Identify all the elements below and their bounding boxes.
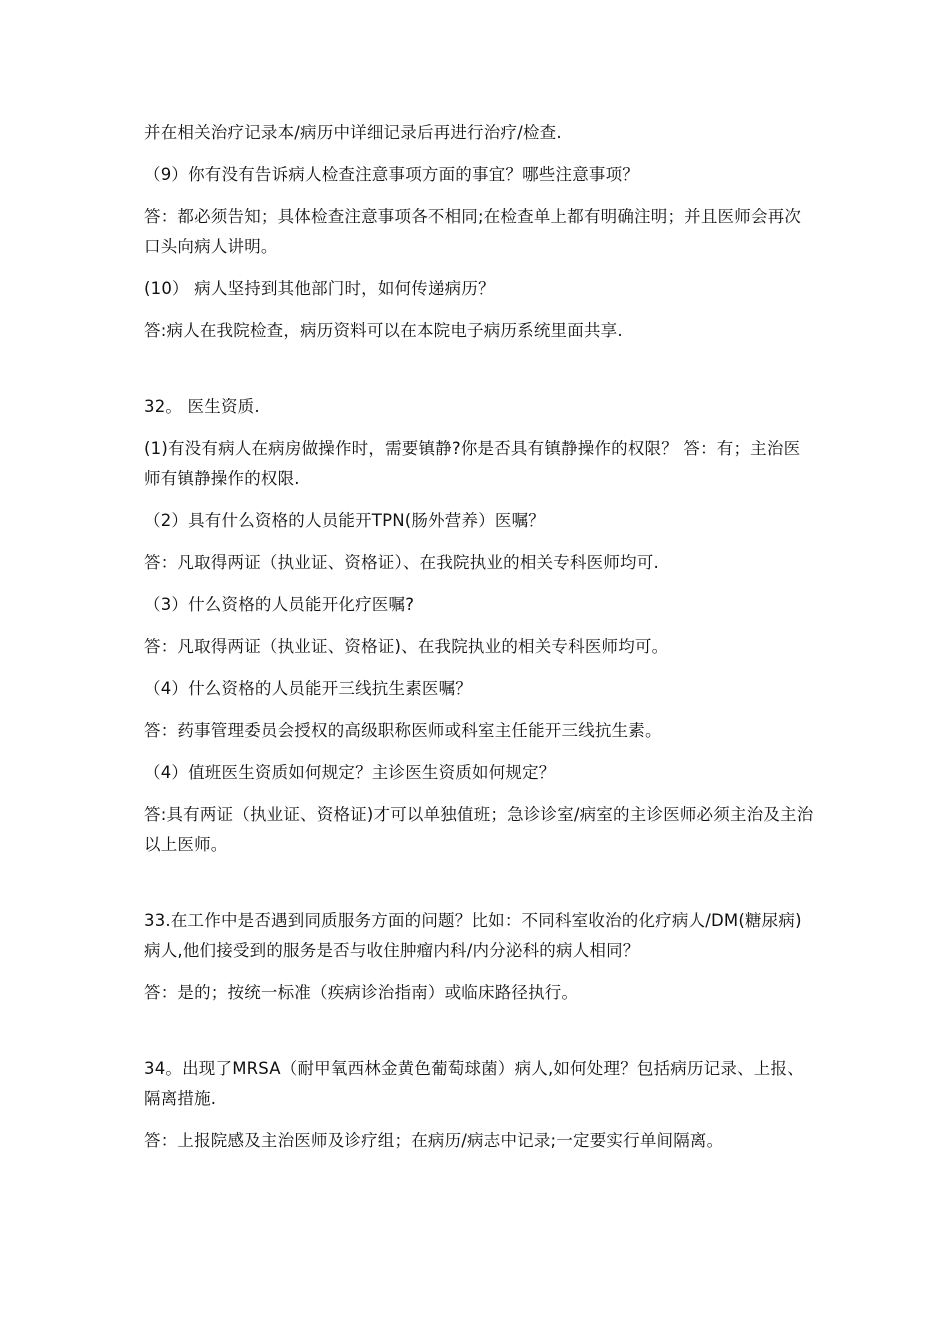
question: （4）值班医生资质如何规定？主诊医生资质如何规定？ (144, 763, 556, 782)
section-gap (144, 872, 816, 906)
section-heading: 33.在工作中是否遇到同质服务方面的问题？比如：不同科室收治的化疗病人/DM(糖尿病)病人,他们接受到的服务是否与收住肿瘤内科/内分泌科的病人相同？ (144, 911, 802, 960)
answer: 答：都必须告知；具体检查注意事项各不相同;在检查单上都有明确注明；并且医师会再次口头向病人讲明。 (144, 207, 802, 256)
answer: 答：凡取得两证（执业证、资格证)、在我院执业的相关专科医师均可。 (144, 637, 669, 656)
document-body (144, 118, 816, 1168)
answer: 答：凡取得两证（执业证、资格证）、在我院执业的相关专科医师均可. (144, 553, 659, 572)
answer: 答：是的；按统一标准（疾病诊治指南）或临床路径执行。 (144, 983, 579, 1002)
question: （3）什么资格的人员能开化疗医嘱? (144, 595, 415, 614)
section-heading: 34。出现了MRSA（耐甲氧西林金黄色葡萄球菌）病人,如何处理？包括病历记录、上报、隔离措施. (144, 1059, 804, 1108)
question: (10） 病人坚持到其他部门时，如何传递病历？ (144, 279, 495, 298)
answer: 答:具有两证（执业证、资格证)才可以单独值班；急诊诊室/病室的主诊医师必须主治及主治以上医师。 (144, 805, 814, 854)
section-gap (144, 1020, 816, 1054)
section-heading: 32。 医生资质. (144, 397, 260, 416)
answer: 答:病人在我院检查，病历资料可以在本院电子病历系统里面共享. (144, 321, 623, 340)
question: （9）你有没有告诉病人检查注意事项方面的事宜？哪些注意事项？ (144, 165, 639, 184)
answer: 答：药事管理委员会授权的高级职称医师或科室主任能开三线抗生素。 (144, 721, 662, 740)
question: （4）什么资格的人员能开三线抗生素医嘱？ (144, 679, 472, 698)
answer: 答：上报院感及主治医师及诊疗组；在病历/病志中记录;一定要实行单间隔离。 (144, 1131, 724, 1150)
question: （2）具有什么资格的人员能开TPN(肠外营养）医嘱？ (144, 511, 546, 530)
section-gap (144, 358, 816, 392)
paragraph: 并在相关治疗记录本/病历中详细记录后再进行治疗/检查. (144, 123, 562, 142)
question: (1)有没有病人在病房做操作时，需要镇静?你是否具有镇静操作的权限？ 答：有；主治医师有镇静操作的权限. (144, 439, 801, 488)
